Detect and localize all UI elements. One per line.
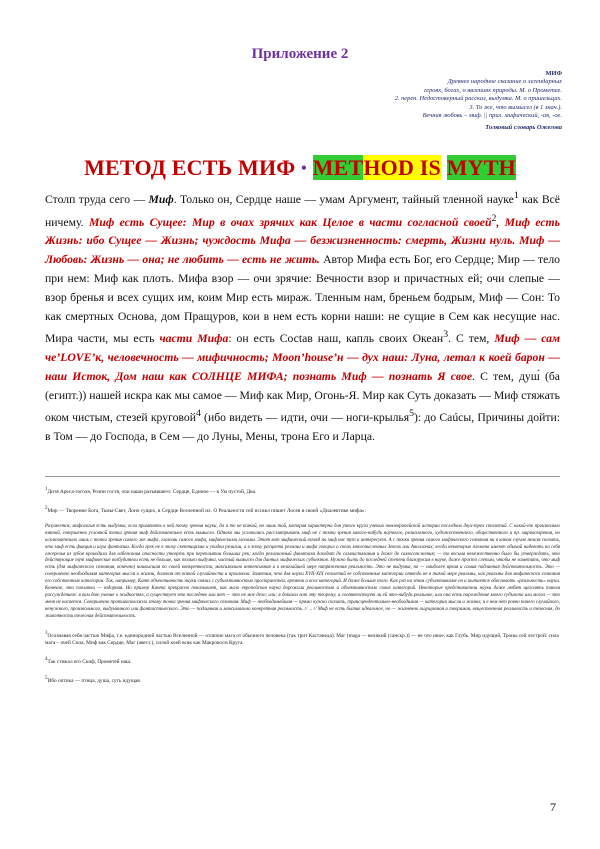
epigraph-line: героях, богах, о явлениях природы. М. о Прометее. — [423, 86, 562, 94]
footnote-ref[interactable]: 2 — [491, 212, 497, 224]
title-english-part-c: MYTH — [446, 155, 516, 180]
title-separator: • — [301, 160, 307, 177]
body-text: . С тем, душ́ (ба (египт.)) нашей искра как мы самое — Миф как Мир, Огонь-Я. Мир как Суть доказать — Миф стяжать оком чистым, стезей круговой — [45, 369, 560, 425]
body-text-red: части Мифа — [159, 332, 229, 346]
page-title — [0, 155, 600, 181]
footnote-ref[interactable]: 3 — [443, 329, 449, 341]
footnote-2-quote: Разумеется, мифология есть выдумка, если применить к ней точку зрения науки, да и то не всякой, но лишь той, которая характерна для узкого круга ученых новоевропейской истории последних двух-трех столетий. С какой-то произвольно взятой, совершенно условной точки зрения миф действительно есть вымысел. Однако мы условились рассматривать миф не с точки зрения какого-нибудь научного, религиозного, художественного, общественного и пр. мировоззрения, но исключительно лишь с точки зрения самого же мифа, глазами самого мифа, мифическими глазами. Этот вот мифический взгляд на миф нас тут и интересует. А с точки зрения самого мифического сознания ни в каком случае нельзя сказать, что миф есть фикция и игра фантазии. Когда грек не в эпоху скептицизма и упадка религии, а в эпоху расцвета религии и мифа говорил о своих многочисленных Зевсах или Аполлонах; когда некоторые племена имеют обычай надевать на себя ожерелья из зубов крокодила для избежания опасности утонуть при переплытии больших рек; когда религиозный фанатизм доходит до самоистязания и даже до самосожжения; — то весьма невежественно было бы утверждать, что действующие тут мифические возбудители есть не больше, как только выдумка, чистый вымысел для данных мифических субъектов. Нужно быть до последней степени близоруким в науке, даже просто слепым, чтобы не заметить, что миф есть (для мифического сознания, конечно) наивысшая по своей конкретности, максимально интенсивная и в величайшей мере напряженная реальность. Это не выдумка, но — наиболее яркая и самая подлинная действительность. Это — совершенно необходимая категория мысли и жизни, далекая от всякой случайности и произвола. Заметим, что для науки XVII-XIX столетий ее собственные категории отнюдь не в такой мере реальны, как реальны для мифического сознания его собственные категории. Так, например, Кант объективность науки связал с субъективностью пространства, времени и всех категорий. И даже больше того. Как раз на этом субъективизме он и пытается обосновать «реальность» науки. Конечно, эта попытка — вздорная. Но пример Канта прекрасно показывает, как мало европейская наука дорожила реальностью и объективностью своих категорий. Некоторые представители науки даже любят щеголять таким рассуждением: я вам даю учение о жидкостях, а существует это последнее или нет — это не мое дело; или: я доказал вот эту теорему, а соответствует ли ей что-нибудь реальное, или она есть порождение моего субъекта или мозга — это меня не касается. Совершенно противоположна этому точка зрения мифического сознания. Миф — необходимейшая — прямо нужно сказать, трансцендентально-необходимая — категория мысли и жизни; и в нем нет ровно ничего случайного, ненужного, произвольного, выдуманного или фантастического. Это — подлинная и максимально конкретная реальность. // ... // Миф не есть бытие идеальное, но — жизненно ощущаемая и творимая, вещественная реальность и телесная, до животности телесная действительность. — [45, 523, 560, 619]
epigraph — [262, 70, 562, 133]
footnote-ref[interactable]: 1 — [513, 190, 519, 201]
body-text-red: Миф есть Сущее: Мир в очах зрячих как Целое в части согласной своей — [88, 215, 492, 229]
epigraph-line: Древнее народное сказание о легендарных — [447, 78, 562, 86]
footnote-text: Дитя Ареса-гоголя, Розин гостя, очи наши разъявшего: Сердце, Единое — в Ум пустой, Два. — [47, 488, 257, 495]
body-text-red: Миф — сам че’LOVE’к, человечность — мифичность; Moon’house’н — дух наш: Луна, летал к коей барон — наш Исток, Дом наш как СОЛНЦЕ МИФА; познать Миф — познать Я свое — [45, 332, 560, 383]
body-text: как Всё ничему. — [45, 192, 560, 229]
body-text-emphasis: Миф — [148, 192, 174, 206]
epigraph-source: Толковый словарь Ожегова — [485, 124, 562, 132]
body-text: . С тем, — [448, 332, 495, 346]
footnotes — [45, 486, 560, 694]
title-russian: МЕТОД ЕСТЬ МИФ — [84, 155, 296, 180]
epigraph-line: 3. То же, что вымысел (в 1 знач.). — [469, 103, 562, 111]
footnote-ref[interactable]: 5 — [409, 408, 414, 420]
body-text: Автор Мифа есть Бог, его Сердце; Мир — тело при нем: Миф как плоть. Мифа взор — очи зрячие: Вечности взор и причастных ей; очи слепые — взор бренья и всех сущих им, коим Мир есть мираж. Тленным нам, бреньем бодрым, Миф — Сон: То как смертных Основа, дом Пращуров, кои в нем есть корни наши: не сущие в Сем как несущие нас. Мира части, мы есть — [45, 253, 560, 346]
footnote-5: $^5$Ибо оптика — птица, душа, суть идущая. — [45, 675, 142, 684]
footnote-divider — [45, 476, 560, 477]
footnote-ref[interactable]: 4 — [195, 408, 201, 420]
epigraph-head: МИФ — [545, 70, 562, 77]
footnote-text: Осознавая себя частью Мифа, т.е. единородной частью Вселенной — отличие мага от обычного человека (так трит Кастанеда). Маг (maga — великий (санскр.)) — не что иное, как Глубь. Мир идущий, Троны сей лестрой: сила мага – очей Сила, Миф как Сердце, Маг (авест.), силой коей всяк как Макрокосм Круга. — [45, 632, 559, 646]
footnote-text: Так стяжал его Скиф, Прометей наш. — [47, 658, 132, 665]
body-text: ): до Саúсы, Причины дойти: в Том — до Господа, в Сем — до Луны, Мены, трона Его и Ларца. — [45, 411, 560, 444]
footnote-3: $^3$Осознавая себя частью Мифа, т.е. единородной частью Вселенной — отличие мага от обычного человека (так трит Кастанеда). Маг (maga — великий (санскр.)) — не что иное, как Глубь. Мир идущий, Троны сей лестрой: сила мага – очей Сила, Миф как Сердце, Маг (авест.), силой коей всяк как Макрокосм Круга. — [45, 630, 559, 646]
body-text-red: , Миф есть Жизнь: ибо Сущее — Жизнь; чуждость Мифа — безжизненность: смерть, Жизни нуль. Миф — Любовь: Жизнь — она; не любить — есть не жить. — [45, 215, 560, 267]
title-english-part-a: MET — [312, 155, 364, 180]
body-text: (ибо видеть — идти, очи — ноги-крылья — [200, 411, 410, 425]
body-text: Столп труда сего — — [45, 192, 149, 206]
epigraph-line: 2. перен. Недостоверный рассказ, выдумка. М. о пришельцах. — [394, 95, 562, 103]
appendix-heading: Приложение 2 — [251, 46, 349, 62]
footnote-text: Ибо оптика — птица, душа, суть идущая. — [47, 677, 142, 684]
footnote-2: $^2$Мир — Творение Бога, Тьмы-Свет, Лоно сущих, в Сердце Вселенной их. О Реальности сей иссякл пишет Лосев в своей «Диалектике мифа»: — [45, 505, 366, 514]
footnote-1: $^1$Дитя Ареса-гоголя, Розин гостя, очи наши разъявшего: Сердце, Единое — в Ум пустой, Два. — [45, 487, 257, 495]
epigraph-line: Вечная любовь – миф. || прил. мифический, -ая, -ое. — [422, 112, 562, 120]
title-english-part-b: HOD IS — [363, 155, 441, 180]
body-text: . Только он, Сердце наше — умам Аргумент, тайный тленной науке — [173, 192, 514, 206]
footnote-4: $^4$Так стяжал его Скиф, Прометей наш. — [45, 656, 132, 665]
main-text — [45, 187, 560, 447]
page-number: 7 — [550, 800, 556, 814]
footnote-text: Мир — Творение Бога, Тьмы-Свет, Лоно сущих, в Сердце Вселенной их. О Реальности сей иссякл пишет Лосев в своей «Диалектике мифа»: — [47, 507, 366, 514]
body-text: : он есть Сосtав наш, капль своих Океан — [228, 332, 444, 346]
